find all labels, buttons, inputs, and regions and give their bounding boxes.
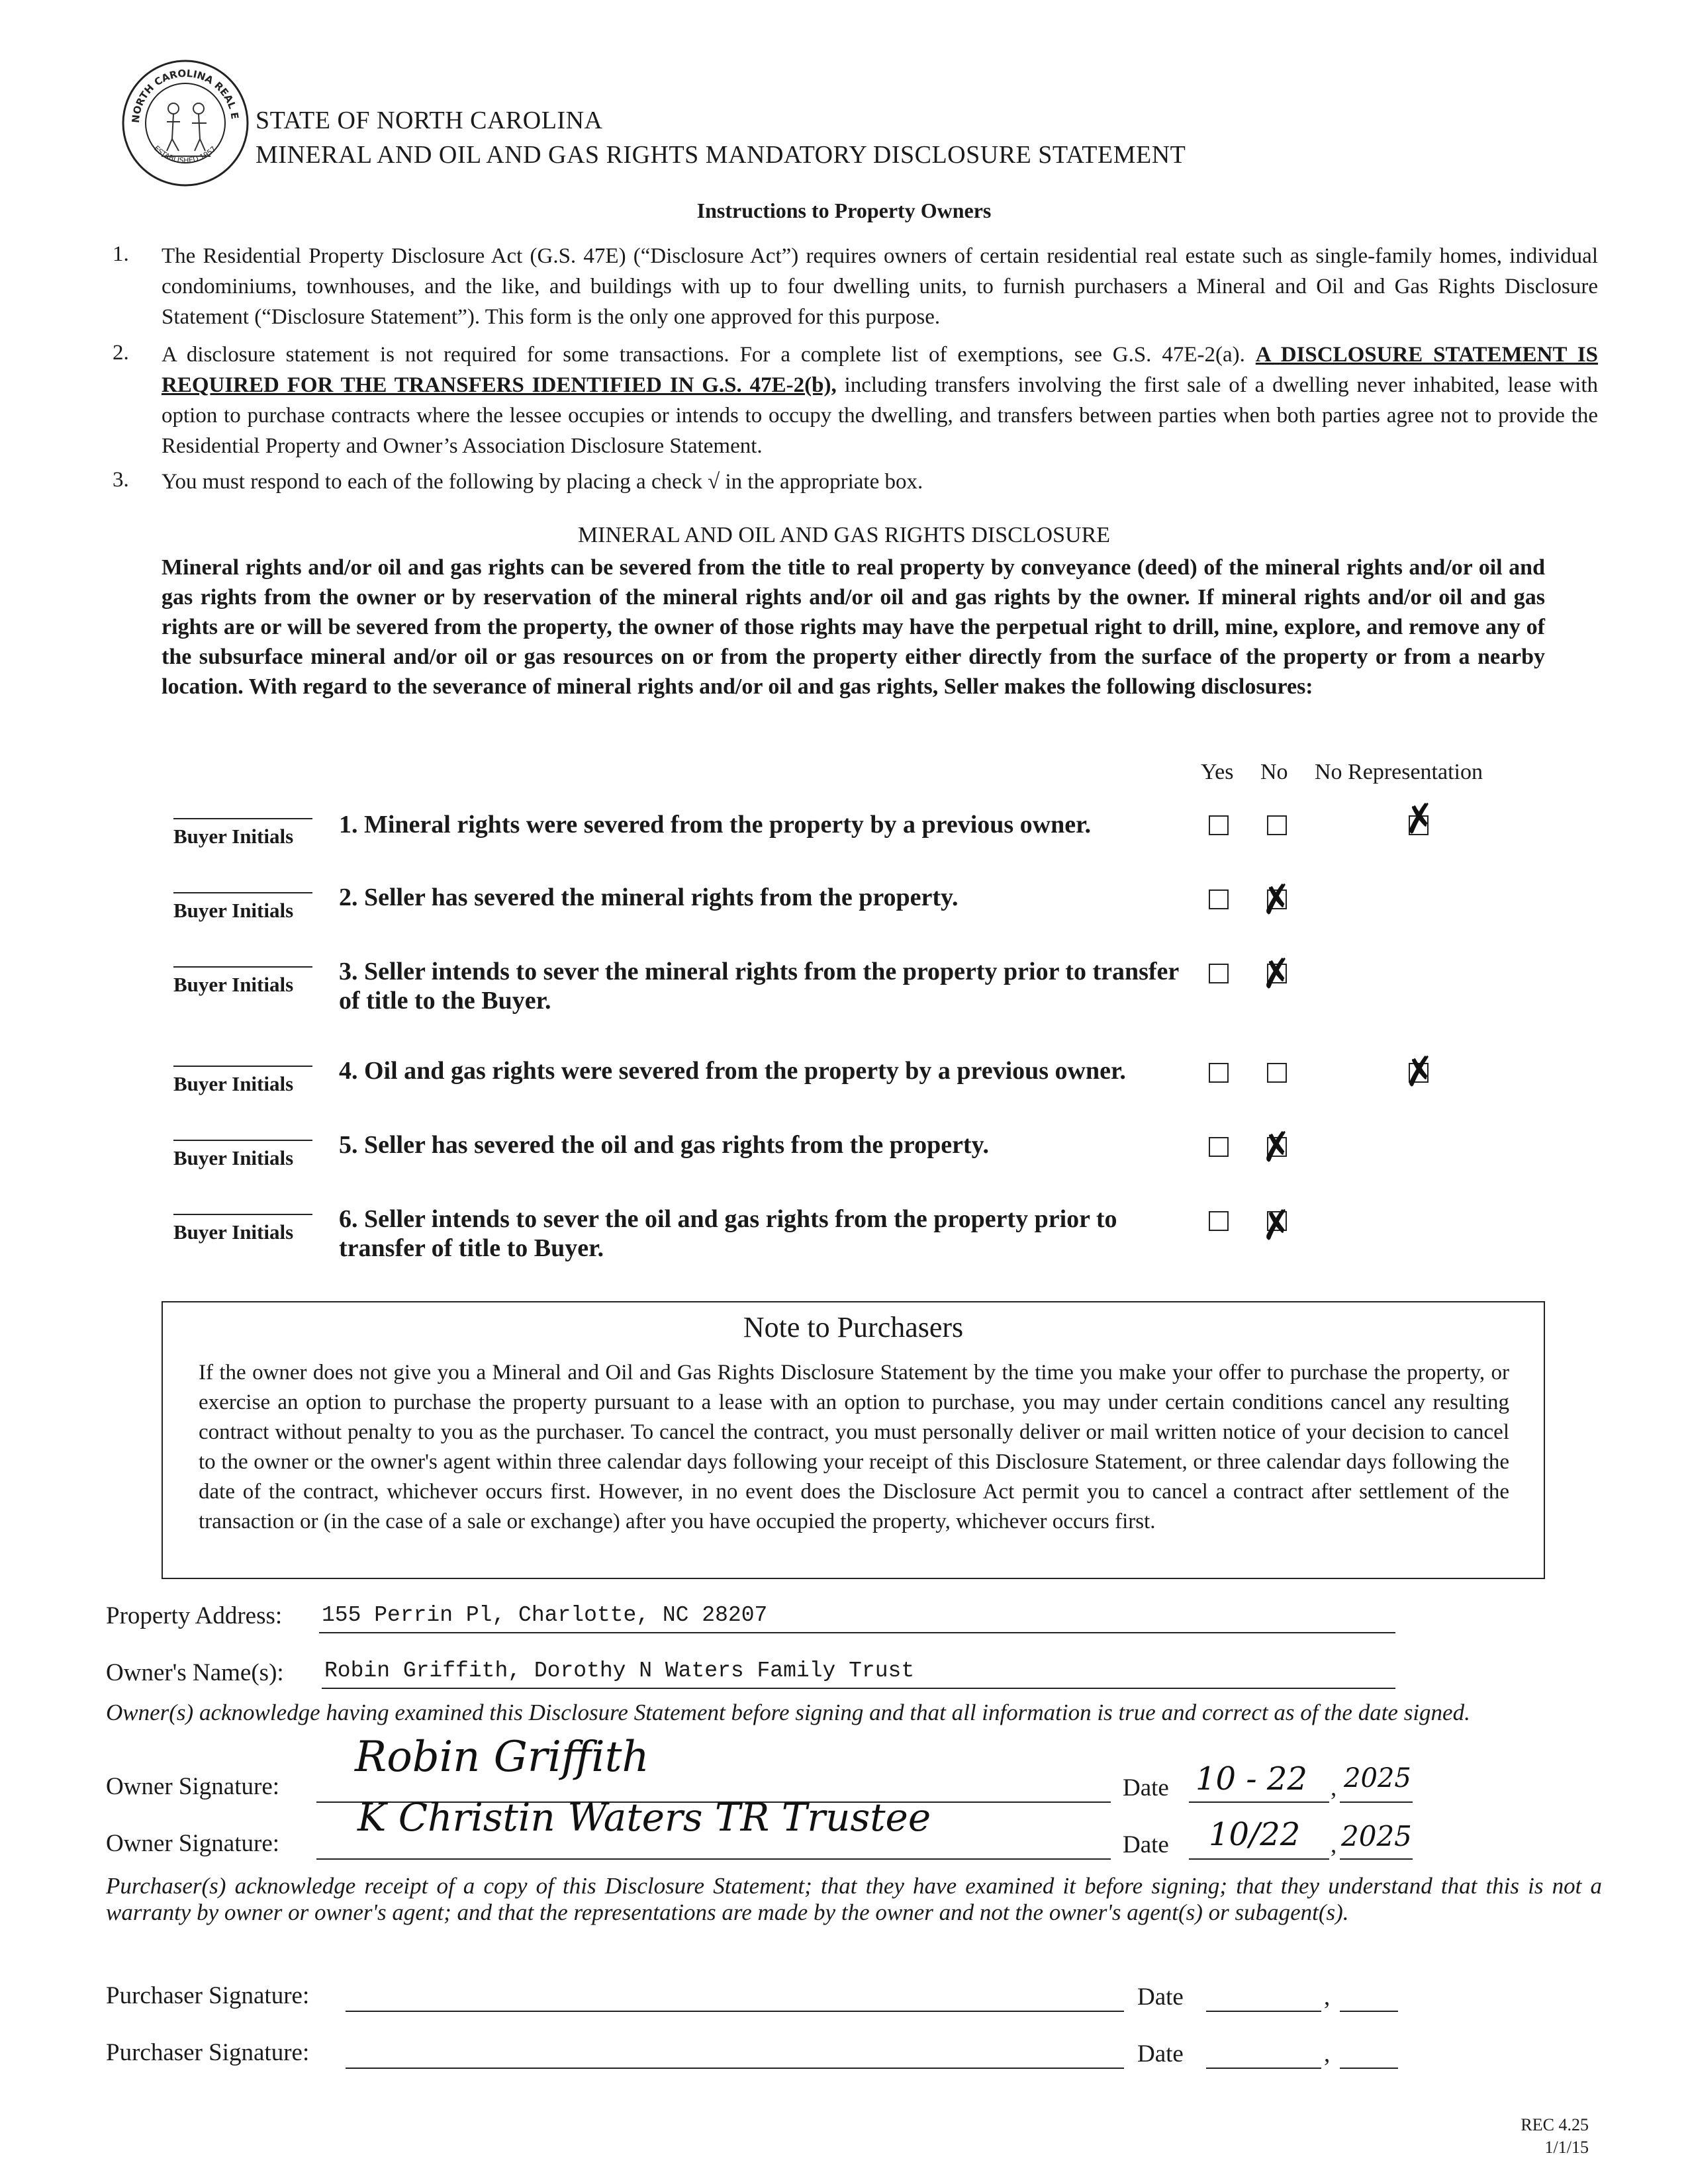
property-address-label: Property Address: xyxy=(106,1602,283,1629)
disclosure-item-2: 2. Seller has severed the mineral rights from the property. xyxy=(339,884,959,911)
item-4-no-checkbox[interactable] xyxy=(1267,1063,1287,1083)
owner-signature-2: K Christin Waters TR Trustee xyxy=(357,1795,931,1840)
column-no: No xyxy=(1260,760,1288,784)
disclosure-title: MINERAL AND OIL AND GAS RIGHTS DISCLOSURE xyxy=(577,523,1111,547)
buyer-initials-line-1[interactable] xyxy=(173,818,312,819)
item-4-yes-checkbox[interactable] xyxy=(1209,1063,1229,1083)
buyer-initials-label-4: Buyer Initials xyxy=(173,1072,294,1095)
note-to-purchasers-box xyxy=(162,1301,1545,1579)
item-6-yes-checkbox[interactable] xyxy=(1209,1211,1229,1231)
instruction-2-after: including transfers involving the first sale of a dwelling never inhabited, lease with option to purchase contracts where the lessee occupies or intends to occupy the dwelling, and transfers between parties when both parties agree not to provide the Residential Property and Owner’s Association Disclosure Statement. xyxy=(162,373,1598,458)
purchaser-date-field-1[interactable] xyxy=(1206,1983,1321,2012)
form-date: 1/1/15 xyxy=(1544,2138,1589,2157)
buyer-initials-line-2[interactable] xyxy=(173,892,312,893)
item-1-yes-checkbox[interactable] xyxy=(1209,815,1229,835)
disclosure-item-1: 1. Mineral rights were severed from the property by a previous owner. xyxy=(339,811,1091,839)
purchaser-date-label-2: Date xyxy=(1137,2040,1184,2068)
disclosure-item-6: 6. Seller intends to sever the oil and gas rights from the property prior to transfer of title to Buyer. xyxy=(339,1205,1117,1262)
purchaser-signature-field-1[interactable] xyxy=(346,1983,1124,2012)
item-3-check-mark: ✗ xyxy=(1257,948,1296,999)
buyer-initials-label-6: Buyer Initials xyxy=(173,1220,294,1244)
item-6-check-mark: ✗ xyxy=(1257,1200,1296,1250)
note-title: Note to Purchasers xyxy=(743,1311,964,1343)
owner-date-value-2: 10/22 xyxy=(1209,1816,1301,1853)
instruction-2-text xyxy=(162,340,1598,461)
instruction-2-emphasis: A DISCLOSURE STATEMENT IS REQUIRED FOR THE TRANSFERS IDENTIFIED IN G.S. 47E-2(b), xyxy=(162,343,1599,397)
column-yes: Yes xyxy=(1201,760,1234,784)
item-5-check-mark: ✗ xyxy=(1257,1122,1296,1172)
svg-text:ESTABLISHED 1957 xyxy=(152,144,218,165)
form-code: REC 4.25 xyxy=(1521,2115,1589,2134)
instruction-2-before: A disclosure statement is not required for some transactions. For a complete list of exemptions, see G.S. 47E-2(a). xyxy=(162,343,1256,367)
item-2-yes-checkbox[interactable] xyxy=(1209,889,1229,909)
owner-acknowledgement: Owner(s) acknowledge having examined this Disclosure Statement before signing and that all information is true and correct as of the date signed. xyxy=(106,1700,1470,1725)
buyer-initials-label-5: Buyer Initials xyxy=(173,1146,294,1169)
instruction-number-2: 2. xyxy=(113,341,129,365)
purchaser-date-comma-2: , xyxy=(1324,2040,1331,2068)
item-5-yes-checkbox[interactable] xyxy=(1209,1137,1229,1157)
item-1-check-mark: ✗ xyxy=(1400,794,1439,844)
commission-seal-icon xyxy=(120,58,250,188)
buyer-initials-label-2: Buyer Initials xyxy=(173,899,294,922)
instruction-number-1: 1. xyxy=(113,242,129,266)
owner-signature-label-1: Owner Signature: xyxy=(106,1773,280,1800)
purchaser-date-label-1: Date xyxy=(1137,1983,1184,2011)
owners-name-field[interactable] xyxy=(322,1661,1395,1689)
owner-date-comma-1: , xyxy=(1331,1774,1337,1801)
purchaser-date-field-2[interactable] xyxy=(1206,2040,1321,2069)
owner-date-label-1: Date xyxy=(1123,1774,1169,1801)
owners-name-label: Owner's Name(s): xyxy=(106,1659,284,1686)
purchaser-signature-label-2: Purchaser Signature: xyxy=(106,2039,310,2066)
owner-date-label-2: Date xyxy=(1123,1831,1169,1858)
buyer-initials-line-3[interactable] xyxy=(173,966,312,968)
owners-name-value: Robin Griffith, Dorothy N Waters Family Trust xyxy=(324,1659,915,1683)
column-no-representation: No Representation xyxy=(1315,760,1483,784)
buyer-initials-line-6[interactable] xyxy=(173,1214,312,1215)
disclosure-item-5: 5. Seller has severed the oil and gas rights from the property. xyxy=(339,1131,989,1159)
purchaser-year-field-2[interactable] xyxy=(1340,2040,1398,2069)
owner-date-value-1: 10 - 22 xyxy=(1196,1760,1307,1797)
instruction-3-text: You must respond to each of the following by placing a check √ in the appropriate box. xyxy=(162,470,923,494)
buyer-initials-line-5[interactable] xyxy=(173,1140,312,1141)
property-address-value: 155 Perrin Pl, Charlotte, NC 28207 xyxy=(322,1603,768,1627)
instructions-title: Instructions to Property Owners xyxy=(696,199,992,222)
item-4-check-mark: ✗ xyxy=(1400,1046,1439,1097)
instruction-1-text: The Residential Property Disclosure Act (G.S. 47E) (“Disclosure Act”) requires owners of certain residential real estate such as single-family homes, individual condominiums, townhouses, and the like, and buildings with up to four dwelling units, to furnish purchasers a Mineral and Oil and Gas Rights Disclosure Statement (“Disclosure Statement”). This form is the only one approved for this purpose. xyxy=(162,244,1598,329)
buyer-initials-line-4[interactable] xyxy=(173,1066,312,1067)
owner-year-value-1: 2025 xyxy=(1344,1763,1411,1794)
buyer-initials-label-3: Buyer Initials xyxy=(173,973,294,996)
owner-signature-1: Robin Griffith xyxy=(355,1733,649,1782)
note-text: If the owner does not give you a Mineral and Oil and Gas Rights Disclosure Statement by the time you make your offer to purchase the property, or exercise an option to purchase the property pursuant to a lease with an option to purchase, you may under certain conditions cancel any resulting contract without penalty to you as the purchaser. To cancel the contract, you must personally deliver or mail written notice of your decision to cancel to the owner or the owner's agent within three calendar days following your receipt of this Disclosure Statement, or three calendar days following the date of the contract, whichever occurs first. However, in no event does the Disclosure Act permit you to cancel a contract after settlement of the transaction or (in the case of a sale or exchange) after you have occupied the property, whichever occurs first. xyxy=(199,1361,1509,1533)
disclosure-item-4: 4. Oil and gas rights were severed from the property by a previous owner. xyxy=(339,1057,1126,1085)
seal-text-bottom: ESTABLISHED 1957 xyxy=(152,144,218,165)
item-3-yes-checkbox[interactable] xyxy=(1209,964,1229,983)
seal-text-top: NORTH CAROLINA REAL E xyxy=(129,67,241,124)
item-1-no-checkbox[interactable] xyxy=(1267,815,1287,835)
header-state: STATE OF NORTH CAROLINA xyxy=(256,107,603,134)
owner-year-value-2: 2025 xyxy=(1341,1820,1412,1852)
owner-signature-label-2: Owner Signature: xyxy=(106,1830,280,1857)
purchaser-acknowledgement: Purchaser(s) acknowledge receipt of a copy of this Disclosure Statement; that they have examined it before signing; that they understand that this is not a warranty by owner or owner's agent; and that the representations are made by the owner and not the owner's agent(s) or subagent(s). xyxy=(106,1873,1602,1925)
item-2-check-mark: ✗ xyxy=(1257,874,1296,925)
instruction-number-3: 3. xyxy=(113,468,129,492)
purchaser-year-field-1[interactable] xyxy=(1340,1983,1398,2012)
svg-text:NORTH CAROLINA REAL ESTATE COM xyxy=(120,58,241,123)
buyer-initials-label-1: Buyer Initials xyxy=(173,825,294,848)
disclosure-item-3: 3. Seller intends to sever the mineral rights from the property prior to transfer of title to the Buyer. xyxy=(339,958,1179,1015)
property-address-field[interactable] xyxy=(319,1603,1395,1633)
disclosure-intro: Mineral rights and/or oil and gas rights can be severed from the title to real property by conveyance (deed) of the mineral rights and/or oil and gas rights from the owner or by reservation of the mineral rights and/or oil and gas rights by the owner. If mineral rights and/or oil and gas rights are or will be severed from the property, the owner of those rights may have the perpetual right to drill, mine, explore, and remove any of the subsurface mineral and/or oil or gas resources on or from the property either directly from the surface of the property or from a nearby location. With regard to the severance of mineral rights and/or oil and gas rights, Seller makes the following disclosures: xyxy=(162,555,1545,699)
purchaser-signature-field-2[interactable] xyxy=(346,2040,1124,2069)
purchaser-signature-label-1: Purchaser Signature: xyxy=(106,1982,310,2009)
header-form-title: MINERAL AND OIL AND GAS RIGHTS MANDATORY DISCLOSURE STATEMENT xyxy=(256,141,1186,169)
purchaser-date-comma-1: , xyxy=(1324,1983,1331,2011)
owner-date-comma-2: , xyxy=(1331,1831,1337,1858)
